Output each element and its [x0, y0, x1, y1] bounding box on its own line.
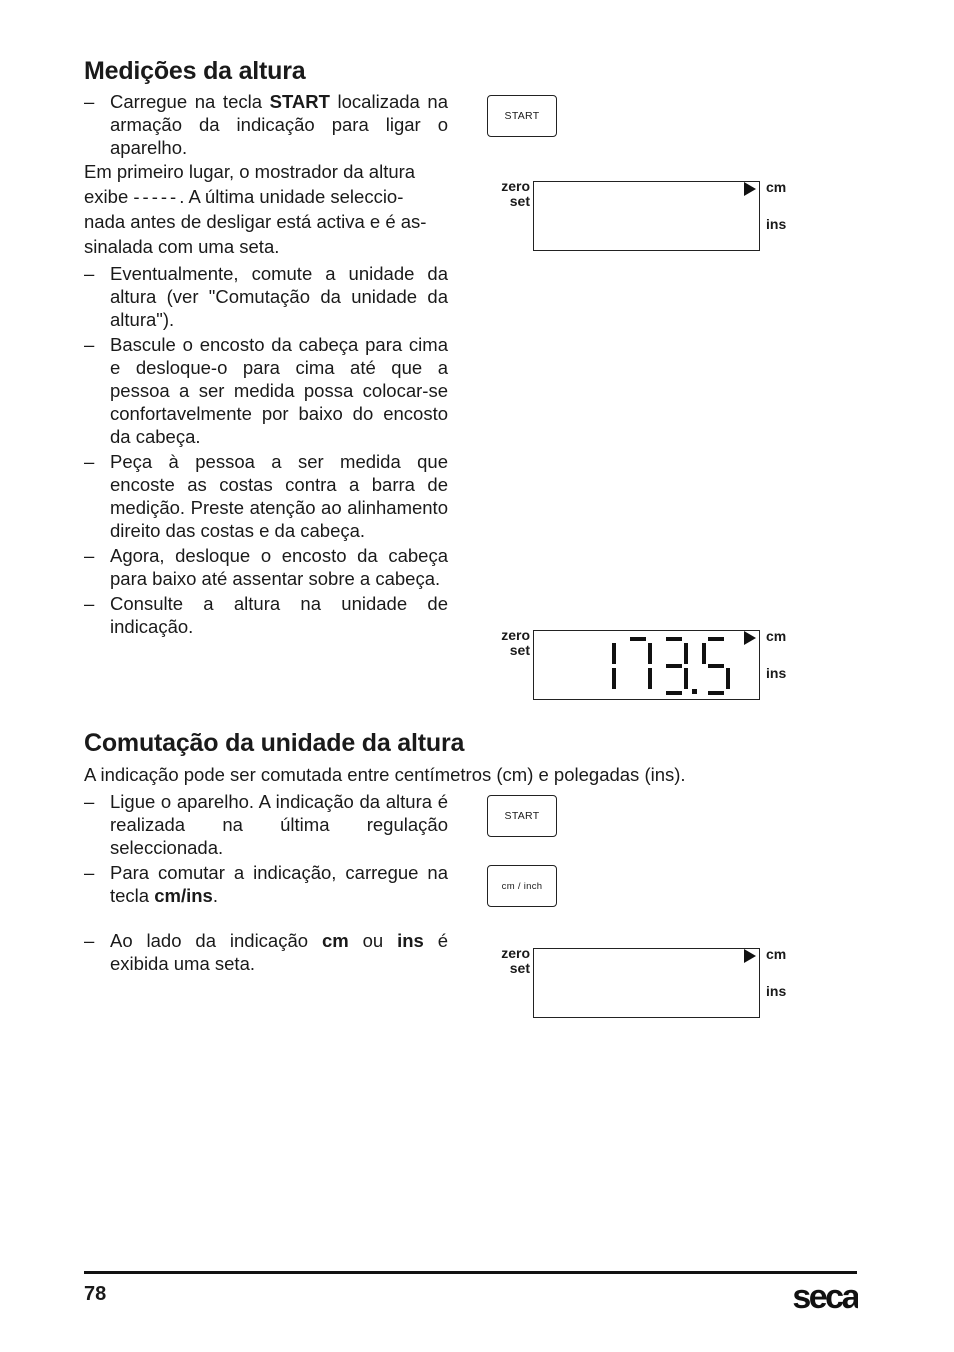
display-panel-empty	[494, 945, 794, 1020]
initial-display-paragraph: Em primeiro lugar, o mostrador da altura exibe -----. A última unidade seleccio- nada antes de desligar está activa e é as- sinalada com uma seta.	[84, 161, 427, 257]
list-item: – Ligue o aparelho. A indicação da altura é realizada na última regulação seleccionada.	[84, 791, 448, 858]
list-item: – Para comutar a indicação, carregue na tecla cm/ins.	[84, 862, 448, 906]
decimal-point	[692, 689, 697, 694]
unit-ins-label: ins	[766, 665, 787, 681]
zero-set-label: zero set	[501, 178, 530, 209]
section-title-height-measurement: Medições da altura	[84, 57, 306, 85]
unit-ins-label: ins	[766, 216, 787, 232]
digit-segment	[612, 643, 616, 664]
digit-segment	[702, 643, 706, 664]
unit-arrow-icon	[744, 631, 756, 645]
digit-segment	[648, 643, 652, 664]
start-key-label: START	[269, 91, 330, 112]
footer-rule	[84, 1271, 857, 1274]
instruction-list-2	[84, 262, 448, 638]
cm-inch-key[interactable]: cm / inch	[487, 865, 557, 907]
instruction-list-3	[84, 790, 448, 975]
digit-segment	[630, 637, 646, 641]
page-number: 78	[84, 1283, 107, 1305]
display-screen	[533, 948, 760, 1018]
digit-segment	[666, 637, 682, 641]
display-screen	[533, 630, 760, 700]
instruction-list-1	[84, 90, 448, 159]
unit-arrow-icon	[744, 182, 756, 196]
start-key[interactable]: START	[487, 795, 557, 837]
unit-cm-label: cm	[766, 179, 787, 195]
zero-set-label: zero set	[501, 945, 530, 976]
digit-segment	[684, 668, 688, 689]
unit-cm-label: cm	[766, 628, 787, 644]
display-panel-reading	[494, 627, 794, 702]
list-item: – Peça à pessoa a ser medida que encoste as costas contra a barra de medição. Preste atenção ao alinhamento direito das costas e da cabeça.	[84, 451, 448, 541]
section-title-unit-switch: Comutação da unidade da altura	[84, 729, 465, 757]
display-dashes: -----	[133, 186, 180, 207]
list-item: – Agora, desloque o encosto da cabeça para baixo até assentar sobre a cabeça.	[84, 545, 448, 589]
list-item: – Bascule o encosto da cabeça para cima e desloque-o para cima até que a pessoa a ser medida possa colocar-se confortavelmente por baixo do encosto da cabeça.	[84, 334, 448, 447]
seca-logo	[780, 1272, 858, 1316]
display-screen	[533, 181, 760, 251]
seca-logo-text: seca	[792, 1278, 858, 1316]
unit-cm-label: cm	[766, 946, 787, 962]
display-panel-empty	[494, 178, 794, 253]
digit-segment	[612, 668, 616, 689]
digit-segment	[726, 668, 730, 689]
seven-segment-reading	[586, 635, 736, 697]
list-item: – Ao lado da indicação cm ou ins é exibida uma seta.	[84, 930, 449, 974]
unit-ins-label: ins	[766, 983, 787, 999]
digit-segment	[684, 643, 688, 664]
digit-segment	[648, 668, 652, 689]
digit-segment	[708, 637, 724, 641]
list-item: – Eventualmente, comute a unidade da altura (ver "Comutação da unidade da altura").	[84, 263, 448, 330]
digit-segment	[666, 664, 682, 668]
unit-arrow-icon	[744, 949, 756, 963]
list-item: – Consulte a altura na unidade de indicação.	[84, 593, 448, 637]
unit-switch-intro: A indicação pode ser comutada entre centímetros (cm) e polegadas (ins).	[84, 764, 686, 785]
zero-set-label: zero set	[501, 627, 530, 658]
list-item: – Carregue na tecla START localizada na armação da indicação para ligar o aparelho.	[84, 91, 448, 158]
digit-segment	[708, 691, 724, 695]
digit-segment	[666, 691, 682, 695]
start-key[interactable]: START	[487, 95, 557, 137]
digit-segment	[708, 664, 724, 668]
